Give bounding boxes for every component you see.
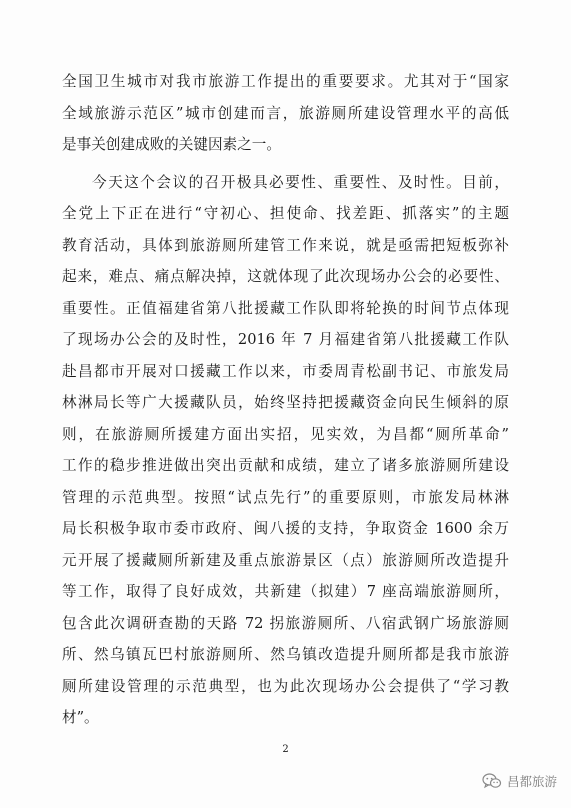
text-line: 管理的示范典型。按照“试点先行”的重要原则，市旅发局林淋	[62, 488, 509, 506]
text-line: 全党上下正在进行“守初心、担使命、找差距、抓落实”的主题	[62, 205, 509, 222]
text-line: 所、然乌镇瓦巴村旅游厕所、然乌镇改造提升厕所都是我市旅游	[62, 646, 509, 663]
paragraph-1	[62, 66, 509, 161]
text-line: 赴昌都市开展对口援藏工作以来，市委周青松副书记、市旅发局	[62, 362, 509, 380]
text-line: 局长积极争取市委市政府、闽八援的支持，争取资金 1600 余万	[62, 520, 509, 537]
text-line: 是事关创建成败的关键因素之一。	[62, 136, 281, 153]
text-line: 厕所建设管理的示范典型，也为此次现场办公会提供了“学习教	[62, 677, 509, 695]
text-line: 全域旅游示范区”城市创建而言，旅游厕所建设管理水平的高低	[62, 104, 509, 122]
text-line: 材”。	[62, 709, 99, 726]
text-line: 则，在旅游厕所援建方面出实招，见实效，为昌都“厕所革命”	[62, 425, 509, 443]
document-body	[62, 66, 509, 734]
text-line: 包含此次调研查勘的天路 72 拐旅游厕所、八宿武钢广场旅游厕	[62, 614, 509, 632]
text-line: 元开展了援藏厕所新建及重点旅游景区（点）旅游厕所改造提升	[62, 551, 509, 569]
text-line: 工作的稳步推进做出突出贡献和成绩，建立了诸多旅游厕所建设	[62, 457, 509, 474]
text-line: 林淋局长等广大援藏队员，始终坚持把援藏资金向民生倾斜的原	[62, 394, 509, 411]
watermark-account-name: 昌都旅游	[506, 774, 557, 789]
page-number: 2	[282, 744, 289, 755]
text-line: 重要性。正值福建省第八批援藏工作队即将轮换的时间节点体现	[62, 299, 509, 317]
text-line: 等工作，取得了良好成效，共新建（拟建）7 座高端旅游厕所，	[62, 583, 509, 600]
text-line: 了现场办公会的及时性，2016 年 7 月福建省第八批援藏工作队	[62, 331, 509, 348]
paragraph-2	[62, 167, 509, 734]
text-line: 起来，难点、痛点解决掉，这就体现了此次现场办公会的必要性、	[62, 268, 509, 285]
wechat-icon	[482, 773, 502, 789]
text-line: 全国卫生城市对我市旅游工作提出的重要要求。尤其对于“国家	[62, 73, 509, 90]
text-line: 今天这个会议的召开极具必要性、重要性、及时性。目前，	[92, 173, 509, 191]
wechat-watermark	[482, 772, 557, 790]
text-line: 教育活动，具体到旅游厕所建管工作来说，就是亟需把短板弥补	[62, 236, 509, 254]
